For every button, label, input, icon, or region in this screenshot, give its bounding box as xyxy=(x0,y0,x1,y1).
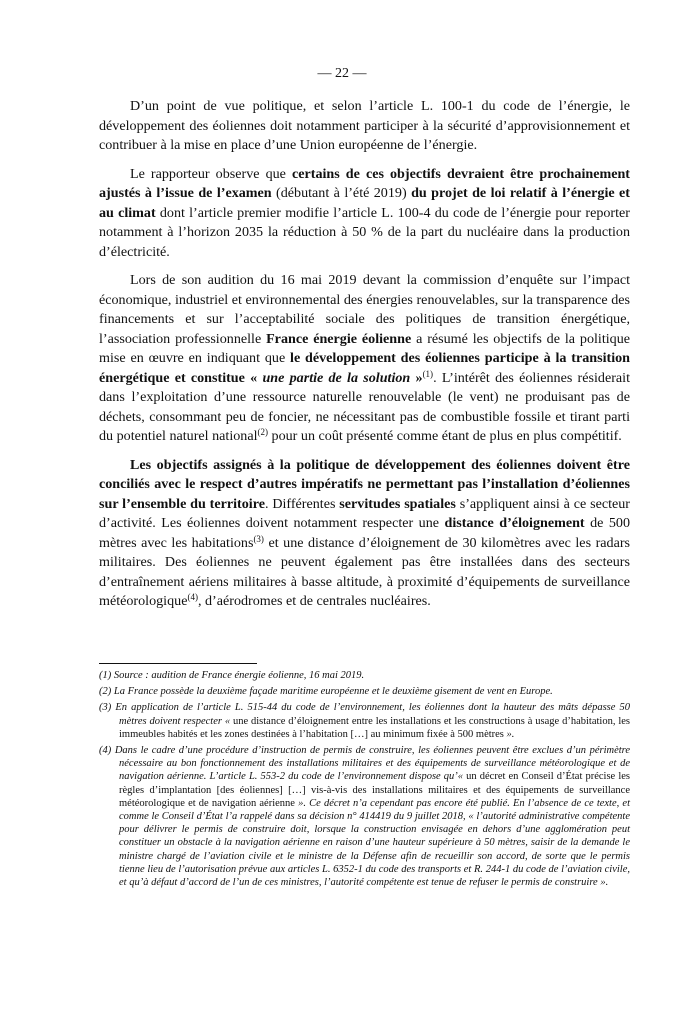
footnote-text: En application de l’article L. 515-44 du code de l’environnement, les éoliennes dont la hauteur des mâts dépasse 50 mètres doivent respecter « xyxy=(115,702,631,727)
footnote-text: Source : audition de France énergie éolienne, 16 mai 2019. xyxy=(113,670,365,681)
footnote-number: (3) xyxy=(99,702,112,714)
text-span: Le rapporteur observe que xyxy=(130,165,292,182)
footnote-text: ». xyxy=(503,728,515,740)
bold-span: » xyxy=(410,369,423,386)
quote-italic: une partie de la solution xyxy=(262,369,411,386)
text-span: (débutant à l’été 2019) xyxy=(271,185,412,201)
footnote-text: Dans le cadre d’une procédure d’instruction de permis de construire, les éoliennes peuvent être exclues d’un périmètre nécessaire au bon fonctionnement des installations militaires et des équipements de surveillance météorologique et de navigation aérienne. L’article L. 553-2 du code de l’environnement dispose qu’« xyxy=(114,745,630,783)
text-span: pour un coût présenté comme étant de plus en plus compétitif. xyxy=(268,428,622,444)
text-span: s’appliquent ainsi à ce secteur d’activité. Les éoliennes doivent notamment respecter une xyxy=(99,495,630,531)
text-span: , d’aérodromes et de centrales nucléaires. xyxy=(197,593,431,609)
bold-span: du projet de loi relatif à l’énergie et au climat xyxy=(99,185,631,221)
text-span: et une distance d’éloignement de 30 kilomètres avec les radars militaires. Des éoliennes ne peuvent également pas être installées dans des secteurs d’entraînement aériens militaires à basse altitude, à proximité d’équipements de surveillance météorologique xyxy=(99,534,630,609)
body-text xyxy=(99,97,630,621)
bold-span: Les objectifs assignés à la politique de développement des éoliennes doivent être conciliés avec le respect d’autres impératifs ne permettant pas l’installation d’éoliennes sur l’ensemble du territoire xyxy=(99,456,630,512)
footnotes xyxy=(99,669,630,892)
paragraph-rapporteur xyxy=(99,165,630,263)
footnote-quote: une distance d’éloignement entre les installations et les constructions à usage d’habitation, les immeubles habités et les zones destinées à l’habitation […] au minimum fixée à 500 mètres xyxy=(119,715,630,740)
footnote-1 xyxy=(99,669,630,682)
bold-span: certains de ces objectifs devraient être prochainement ajustés à l’issue de l’examen xyxy=(99,165,630,201)
footnote-separator xyxy=(99,663,257,664)
bold-span: France énergie éolienne xyxy=(266,330,412,347)
text-span: . Différentes xyxy=(264,495,340,512)
text-span: a résumé les objectifs de la politique mise en œuvre en indiquant que xyxy=(99,330,630,366)
footnote-ref-3[interactable]: (3) xyxy=(253,533,264,544)
footnote-3 xyxy=(99,701,630,741)
bold-span: servitudes spatiales xyxy=(339,495,456,512)
text-span: Lors de son audition du 16 mai 2019 devant la commission d’enquête sur l’impact économique, industriel et environnemental des énergies renouvelables, sur la transparence des financements et sur l’acceptabilité sociale des politiques de transition énergétique, l’association professionnelle xyxy=(99,272,630,347)
text-span: dont l’article premier modifie l’article L. 100-4 du code de l’énergie pour reporter notamment à l’horizon 2035 la réduction à 50 % de la part du nucléaire dans la production d’électricité. xyxy=(99,204,630,260)
footnote-number: (2) xyxy=(99,686,112,698)
text-span: . L’intérêt des éoliennes résiderait dans l’exploitation d’une ressource naturelle renouvelable (le vent) ne produisant pas de déchets, consommant peu de foncier, ne nécessitant pas de combustible fossile et tirant parti du potentiel naturel national xyxy=(99,369,630,444)
paragraph-audition xyxy=(99,271,630,447)
bold-span: le développement des éoliennes participe à la transition énergétique et constitue « xyxy=(99,350,630,386)
paragraph-1-text: D’un point de vue politique, et selon l’article L. 100-1 du code de l’énergie, le développement des éoliennes doit notamment participer à la sécurité d’approvisionnement et contribuer à la mise en place d’une Union européenne de l’énergie. xyxy=(99,98,630,153)
text-span: de 500 mètres avec les habitations xyxy=(99,515,631,551)
page-number: — 22 — xyxy=(317,66,367,81)
footnote-text: ». Ce décret n’a cependant pas encore été publié. En l’absence de ce texte, et comme le Conseil d’État l’a rappelé dans sa décision n° 414419 du 9 juillet 2018, « l’autorité administrative compétente pour délivrer le permis de construire doit, lorsque la construction envisagée en dehors d’une agglomération peut constituer un obstacle à la navigation aérienne en raison d’une hauteur supérieure à 50 mètres, saisir de la demande le ministre chargé de l’aviation civile et le ministre de la Défense afin de recueillir son accord, de sorte que le permis tienne lieu de l’autorisation prévue aux articles L. 6352-1 du code des transports et R. 244-1 du code de l’aviation civile, et qu’à défaut d’accord de l’un de ces ministres, l’autorité compétente est tenue de refuser le permis de construire ». xyxy=(119,797,630,889)
footnote-number: (4) xyxy=(99,745,112,757)
footnote-ref-1[interactable]: (1) xyxy=(422,368,434,379)
bold-italic-span xyxy=(262,370,410,386)
footnote-quote: un décret en Conseil d’État précise les règles d’implantation [des éoliennes] […] vis-à-vis des installations militaires et des équipements de surveillance météorologique et de navigation aérienne xyxy=(119,771,630,809)
paragraph-energy-policy xyxy=(99,97,630,156)
footnote-text: La France possède la deuxième façade maritime européenne et le deuxième gisement de vent en Europe. xyxy=(113,686,553,698)
bold-span: distance d’éloignement xyxy=(444,515,585,531)
footnote-ref-2[interactable]: (2) xyxy=(257,427,269,437)
footnote-ref-4[interactable]: (4) xyxy=(187,592,198,602)
paragraph-objectives xyxy=(99,456,630,612)
footnote-number: (1) xyxy=(99,670,112,681)
footnote-2 xyxy=(99,685,630,698)
footnote-4 xyxy=(99,744,630,889)
